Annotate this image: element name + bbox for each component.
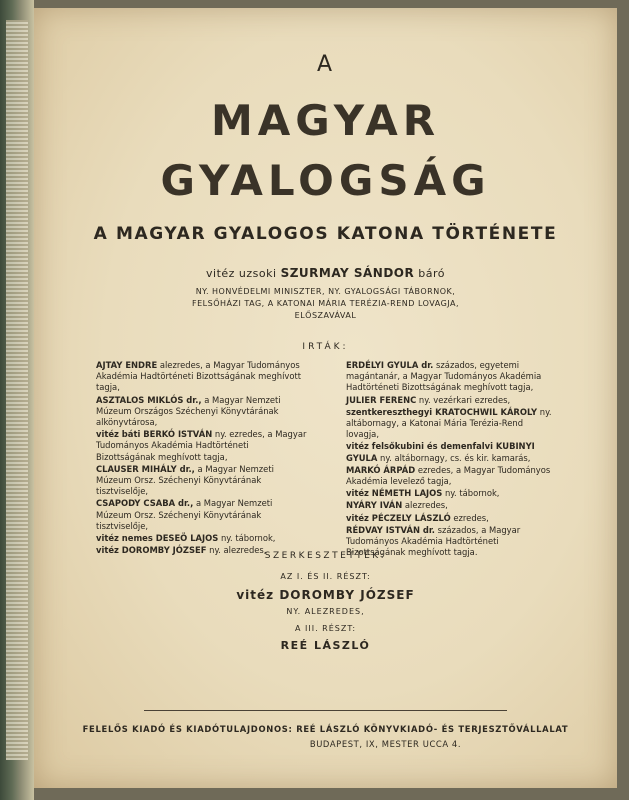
author-entry: vitéz báti BERKÓ ISTVÁN ny. ezredes, a Magyar Tudományos Akadémia Hadtörténeti Bizottságának meghívott tagja, <box>96 429 307 462</box>
author-entry: RÉDVAY ISTVÁN dr. százados, a Magyar Tudományos Akadémia Hadtörténeti Bizottságának meghívott tagja. <box>346 524 521 558</box>
foreword-name: SZURMAY SÁNDOR <box>280 266 415 280</box>
author-entry: vitéz DOROMBY JÓZSEF ny. alezredes, <box>96 545 267 556</box>
author-entry: MARKÓ ÁRPÁD ezredes, a Magyar Tudományos Akadémia levelező tagja, <box>346 464 551 487</box>
subtitle: A MAGYAR GYALOGOS KATONA TÖRTÉNETE <box>93 224 558 244</box>
editors-heading: SZERKESZTETTÉK: <box>264 551 387 561</box>
book-spine <box>0 0 34 800</box>
author-entry: vitéz felsőkubini és demenfalvi KUBINYI GYULA ny. altábornagy, cs. és kir. kamarás, <box>346 441 535 463</box>
title-page <box>34 8 617 788</box>
foreword-credentials <box>34 286 617 322</box>
foreword-author <box>34 266 617 280</box>
author-entry: AJTAY ENDRE alezredes, a Magyar Tudományos Akadémia Hadtörténeti Bizottságának meghívott tagja, <box>96 360 302 393</box>
foreword-suffix: báró <box>418 267 445 280</box>
publisher-address-row <box>34 739 617 749</box>
author-entry: NYÁRY IVÁN alezredes, <box>346 500 448 511</box>
publisher-line: FELELŐS KIADÓ ÉS KIADÓTULAJDONOS: REÉ LÁSZLÓ KÖNYVKIADÓ- ÉS TERJESZTŐVÁLLALAT <box>82 724 569 734</box>
author-entry: ASZTALOS MIKLÓS dr., a Magyar Nemzeti Múzeum Országos Széchenyi Könyvtárának alkönyvtárosa, <box>96 394 281 428</box>
author-entry: vitéz NÉMETH LAJOS ny. tábornok, <box>346 488 500 499</box>
title-article: A <box>316 52 335 77</box>
editors-part-1-2: AZ I. ÉS II. RÉSZT: <box>280 572 371 581</box>
editor-1-rank: NY. ALEZREDES, <box>286 607 365 616</box>
author-entry: szentkereszthegyi KRATOCHWIL KÁROLY ny. altábornagy, a Katonai Mária Terézia-Rend lovagja, <box>346 406 552 440</box>
foreword-credential-1: NY. HONVÉDELMI MINISZTER, NY. GYALOGSÁGI TÁBORNOK, <box>195 287 456 296</box>
title-line-2: GYALOGSÁG <box>160 156 491 205</box>
foreword-credential-2: FELSŐHÁZI TAG, A KATONAI MÁRIA TERÉZIA-REND LOVAGJA, <box>192 299 459 308</box>
author-entry: CLAUSER MIHÁLY dr., a Magyar Nemzeti Múzeum Orsz. Széchenyi Könyvtárának tisztviselője, <box>96 463 274 497</box>
editor-2-name: REÉ LÁSZLÓ <box>280 639 371 652</box>
spine-binding-threads <box>6 20 28 760</box>
authors-heading: IRTÁK: <box>302 342 349 352</box>
editors-part-3: A III. RÉSZT: <box>294 624 357 633</box>
authors-column-right <box>346 360 558 559</box>
author-entry: JULIER FERENC ny. vezérkari ezredes, <box>346 394 511 405</box>
authors-column-left <box>96 360 308 557</box>
author-entry: ERDÉLYI GYULA dr. százados, egyetemi magántanár, a Magyar Tudományos Akadémia Hadtörténeti Bizottságának meghívott tagja, <box>346 360 542 393</box>
author-entry: CSAPODY CSABA dr., a Magyar Nemzeti Múzeum Orsz. Széchenyi Könyvtárának tisztviselője, <box>96 498 273 531</box>
author-entry: vitéz PÉCZELY LÁSZLÓ ezredes, <box>346 512 489 523</box>
author-entry: vitéz nemes DESEÖ LAJOS ny. tábornok, <box>96 533 276 544</box>
foreword-credential-3: ELŐSZAVÁVAL <box>294 311 357 320</box>
publisher-address: BUDAPEST, IX, MESTER UCCA 4. <box>309 739 462 749</box>
editor-1-name: vitéz DOROMBY JÓZSEF <box>236 588 415 602</box>
title-line-1: MAGYAR <box>210 96 441 145</box>
foreword-prefix: vitéz uzsoki <box>206 267 277 280</box>
divider <box>144 710 507 711</box>
